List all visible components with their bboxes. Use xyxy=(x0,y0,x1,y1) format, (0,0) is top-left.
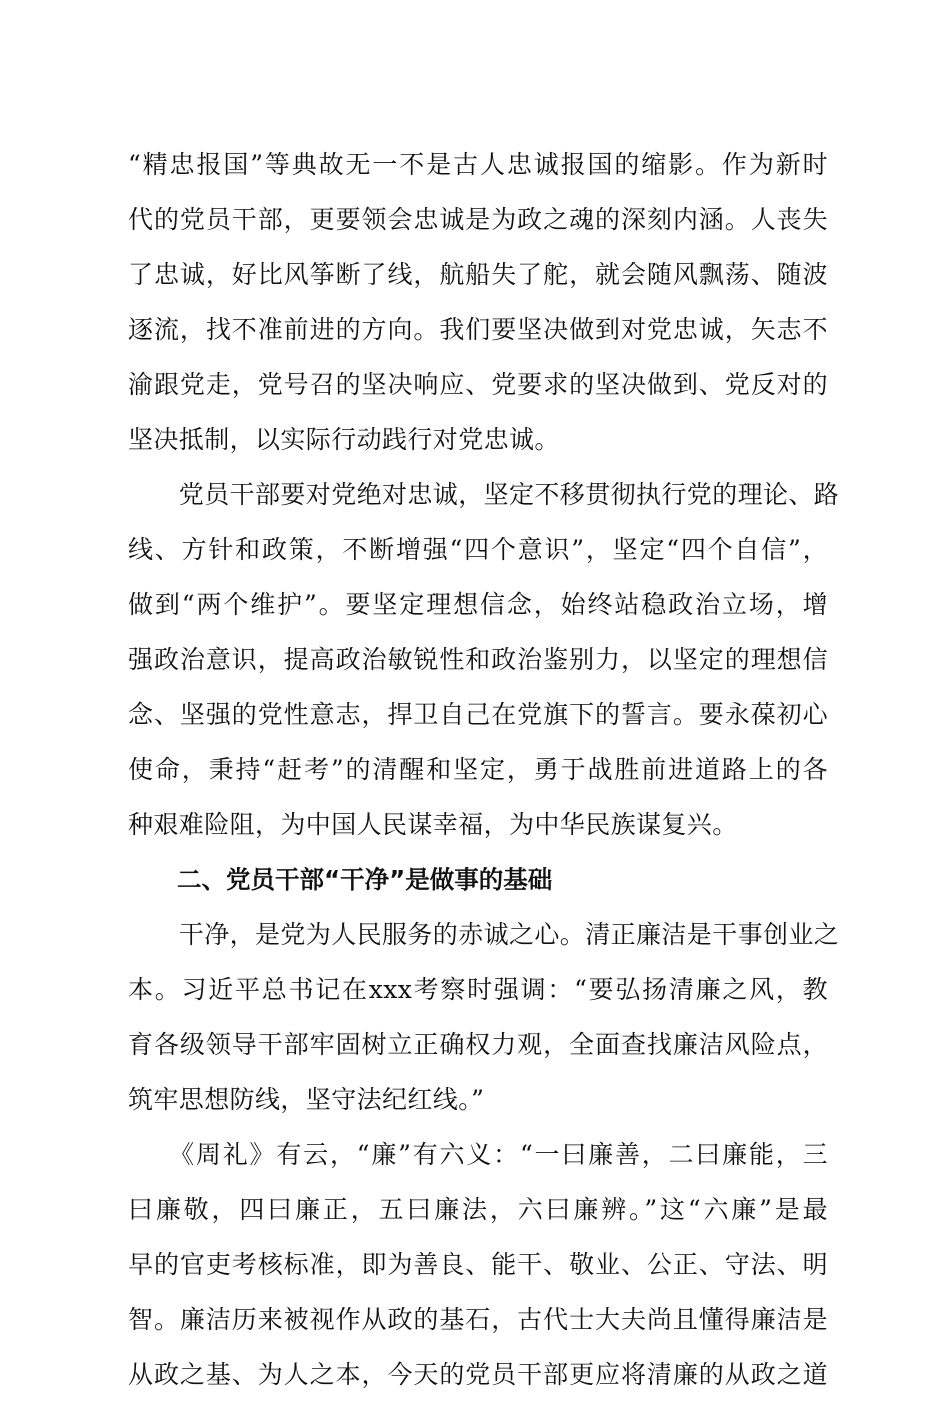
text-line: 从政之基、为人之本，今天的党员干部更应将清廉的从政之道 xyxy=(128,1360,828,1389)
text-line: 线、方针和政策，不断增强“四个意识”，坚定“四个自信”， xyxy=(128,535,828,564)
text-line: 党员干部要对党绝对忠诚，坚定不移贯彻执行党的理论、路 xyxy=(128,480,840,509)
text-line: 坚决抵制，以实际行动践行对党忠诚。 xyxy=(128,425,560,454)
paragraph-zhouli-six-lian xyxy=(128,1127,828,1402)
text-line: 曰廉敬，四曰廉正，五曰廉法，六曰廉辨。”这“六廉”是最 xyxy=(128,1195,828,1224)
text-line: 了忠诚，好比风筝断了线，航船失了舵，就会随风飘荡、随波 xyxy=(128,260,828,289)
text-line: 干净，是党为人民服务的赤诚之心。清正廉洁是干事创业之 xyxy=(128,920,840,949)
text-line: 念、坚强的党性意志，捍卫自己在党旗下的誓言。要永葆初心 xyxy=(128,700,828,729)
paragraph-absolute-loyalty xyxy=(128,467,840,852)
paragraph-clean-integrity xyxy=(128,907,840,1127)
text-line: 代的党员干部，更要领会忠诚是为政之魂的深刻内涵。人丧失 xyxy=(128,205,828,234)
text-line: 种艰难险阻，为中国人民谋幸福，为中华民族谋复兴。 xyxy=(128,810,738,839)
text-line: 渝跟党走，党号召的坚决响应、党要求的坚决做到、党反对的 xyxy=(128,370,828,399)
section-heading xyxy=(128,852,828,907)
document-page xyxy=(128,137,840,1402)
text-line: 《周礼》有云，“廉”有六义：“一曰廉善，二曰廉能，三 xyxy=(128,1140,828,1169)
text-line: 早的官吏考核标准，即为善良、能干、敬业、公正、守法、明 xyxy=(128,1250,828,1279)
text-line: 强政治意识，提高政治敏锐性和政治鉴别力，以坚定的理想信 xyxy=(128,645,828,674)
text-line: 智。廉洁历来被视作从政的基石，古代士大夫尚且懂得廉洁是 xyxy=(128,1305,828,1334)
text-line: 筑牢思想防线，坚守法纪红线。” xyxy=(128,1085,485,1114)
text-line: 做到“两个维护”。要坚定理想信念，始终站稳政治立场，增 xyxy=(128,590,828,619)
text-line: 使命，秉持“赶考”的清醒和坚定，勇于战胜前进道路上的各 xyxy=(128,755,828,784)
text-line: “精忠报国”等典故无一不是古人忠诚报国的缩影。作为新时 xyxy=(128,150,828,179)
text-line: 逐流，找不准前进的方向。我们要坚决做到对党忠诚，矢志不 xyxy=(128,315,828,344)
text-line: 本。习近平总书记在xxx考察时强调：“要弘扬清廉之风，教 xyxy=(128,975,828,1004)
paragraph-loyalty-examples xyxy=(128,137,828,467)
text-line: 育各级领导干部牢固树立正确权力观，全面查找廉洁风险点， xyxy=(128,1030,828,1059)
section-heading-text: 二、党员干部“干净”是做事的基础 xyxy=(128,865,553,894)
